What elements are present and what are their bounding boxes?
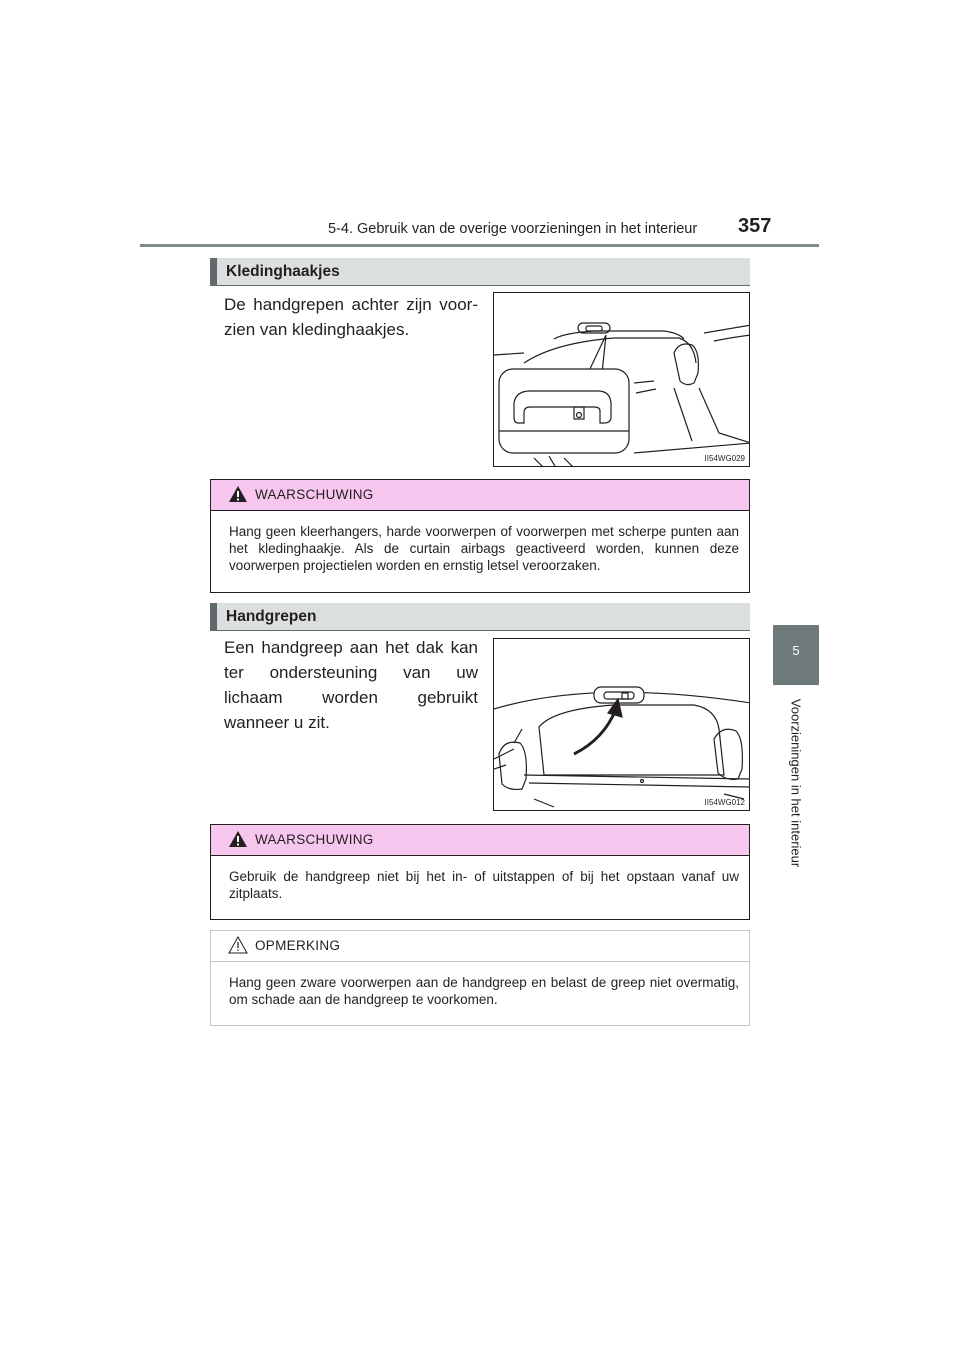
running-header-title: 5-4. Gebruik van de overige voorzieningen in het interieur — [328, 221, 698, 237]
warning-triangle-icon — [228, 830, 248, 848]
warning-header — [211, 825, 749, 856]
warning-header — [211, 480, 749, 511]
note-text: Hang geen zware voorwerpen aan de handgreep en belast de greep niet overmatig, om schade aan de handgreep te voorkomen. — [229, 975, 739, 1007]
note-box — [210, 930, 750, 1026]
figure-code: II54WG029 — [704, 454, 745, 463]
section-heading-text: Handgrepen — [226, 608, 317, 625]
section-heading-handgrepen — [210, 603, 750, 631]
section-heading-kledinghaakjes — [210, 258, 750, 286]
page-number: 357 — [738, 215, 772, 237]
figure-clothes-hook — [493, 292, 750, 467]
clothes-hook-illustration — [494, 293, 750, 467]
warning-box-handgrepen — [210, 824, 750, 920]
warning-text: Gebruik de handgreep niet bij het in- of uitstappen of bij het opstaan vanaf uw zitplaats. — [229, 869, 739, 901]
note-header — [211, 931, 749, 962]
section-heading-text: Kledinghaakjes — [226, 263, 340, 280]
assist-grip-illustration — [494, 639, 750, 811]
chapter-tab — [773, 625, 819, 685]
section-body-handgrepen: Een handgreep aan het dak kan ter ondersteuning van uw lichaam worden gebruikt wanneer u zit. — [224, 638, 478, 732]
header-divider — [140, 244, 819, 247]
caution-outline-icon — [228, 936, 248, 954]
warning-label: WAARSCHUWING — [255, 487, 374, 502]
chapter-tab-title: Voorzieningen in het interieur — [788, 698, 804, 868]
chapter-tab-number: 5 — [792, 643, 800, 658]
figure-assist-grip — [493, 638, 750, 811]
warning-text: Hang geen kleerhangers, harde voorwerpen of voorwerpen met scherpe punten aan het kledinghaakje. Als de curtain airbags geactiveerd worden, kunnen deze voorwerpen projectielen worden en ernstig letsel veroorzaken. — [229, 524, 739, 573]
figure-code: II54WG012 — [704, 798, 745, 807]
section-body-kledinghaakjes: De handgrepen achter zijn voor-zien van kledinghaakjes. — [224, 295, 478, 339]
warning-box-kledinghaakjes — [210, 479, 750, 593]
note-label: OPMERKING — [255, 938, 341, 953]
warning-triangle-icon — [228, 485, 248, 503]
warning-label: WAARSCHUWING — [255, 832, 374, 847]
